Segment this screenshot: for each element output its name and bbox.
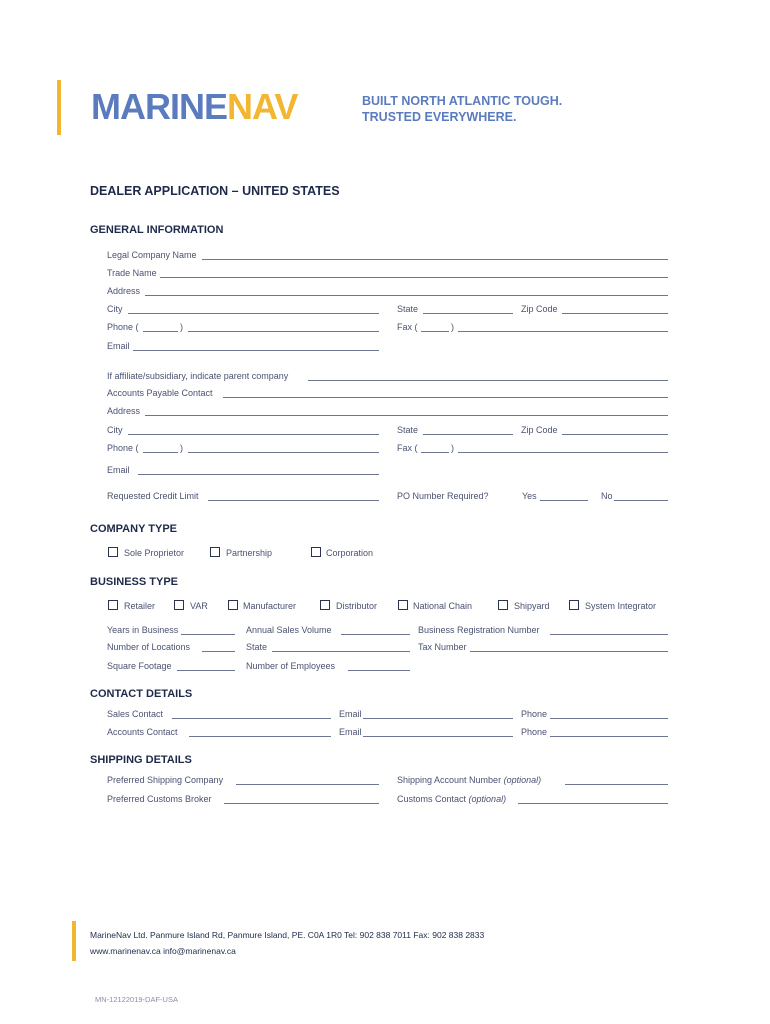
var-checkbox[interactable] — [174, 600, 184, 610]
sales-phone-label: Phone — [521, 709, 548, 719]
legal-company-name-field[interactable] — [202, 259, 668, 260]
footer-web-email: www.marinenav.ca info@marinenav.ca — [90, 946, 236, 956]
footer-accent-bar — [72, 921, 76, 961]
po-yes-label: Yes — [522, 491, 537, 501]
zip2-label: Zip Code — [521, 425, 558, 435]
sole-proprietor-label: Sole Proprietor — [124, 548, 185, 558]
distributor-label: Distributor — [336, 601, 378, 611]
corporation-label: Corporation — [326, 548, 374, 558]
po-no-label: No — [601, 491, 613, 501]
pref-shipping-company-field[interactable] — [236, 784, 379, 785]
phone2-area-code-field[interactable] — [143, 452, 178, 453]
retailer-label: Retailer — [124, 601, 156, 611]
state2-field[interactable] — [423, 434, 513, 435]
business-type-heading: BUSINESS TYPE — [90, 576, 179, 588]
zip-field[interactable] — [562, 313, 668, 314]
address-field[interactable] — [145, 295, 668, 296]
system-integrator-label: System Integrator — [585, 601, 657, 611]
phone2-label: Phone ( — [107, 443, 139, 453]
shipping-account-label — [397, 774, 541, 786]
accounts-contact-field[interactable] — [189, 736, 331, 737]
trade-name-field[interactable] — [160, 277, 668, 278]
registration-number-label: Business Registration Number — [418, 625, 540, 635]
retailer-checkbox[interactable] — [108, 600, 118, 610]
national-chain-label: National Chain — [413, 601, 473, 611]
phone2-number-field[interactable] — [188, 452, 379, 453]
po-required-label: PO Number Required? — [397, 491, 489, 501]
customs-contact-label — [397, 793, 506, 805]
manufacturer-checkbox[interactable] — [228, 600, 238, 610]
annual-sales-label: Annual Sales Volume — [246, 625, 332, 635]
manufacturer-label: Manufacturer — [243, 601, 297, 611]
registration-number-field[interactable] — [550, 634, 668, 635]
partnership-checkbox[interactable] — [210, 547, 220, 557]
var-label: VAR — [190, 601, 208, 611]
city2-label: City — [107, 425, 123, 435]
accounts-phone-label: Phone — [521, 727, 548, 737]
accounts-phone-field[interactable] — [550, 736, 668, 737]
parent-company-field[interactable] — [308, 380, 668, 381]
sole-proprietor-checkbox[interactable] — [108, 547, 118, 557]
pref-shipping-company-label: Preferred Shipping Company — [107, 775, 224, 785]
customs-contact-text: Customs Contact — [397, 794, 467, 804]
legal-company-name-label: Legal Company Name — [107, 250, 197, 260]
phone2-paren-close: ) — [180, 443, 183, 453]
sales-contact-field[interactable] — [172, 718, 331, 719]
state-field[interactable] — [423, 313, 513, 314]
affiliate-label: If affiliate/subsidiary, indicate parent company — [107, 371, 289, 381]
employees-field[interactable] — [348, 670, 410, 671]
shipyard-checkbox[interactable] — [498, 600, 508, 610]
square-footage-field[interactable] — [177, 670, 235, 671]
sales-email-field[interactable] — [363, 718, 513, 719]
years-in-business-label: Years in Business — [107, 625, 179, 635]
city-label: City — [107, 304, 123, 314]
fax-label: Fax ( — [397, 322, 418, 332]
fax-area-code-field[interactable] — [421, 331, 449, 332]
address2-label: Address — [107, 406, 141, 416]
general-info-heading: GENERAL INFORMATION — [90, 224, 224, 236]
contact-details-heading: CONTACT DETAILS — [90, 688, 193, 700]
accounts-email-field[interactable] — [363, 736, 513, 737]
email-label: Email — [107, 341, 130, 351]
business-state-label: State — [246, 642, 268, 652]
fax-number-field[interactable] — [458, 331, 668, 332]
national-chain-checkbox[interactable] — [398, 600, 408, 610]
tagline-line-1: BUILT NORTH ATLANTIC TOUGH. — [362, 94, 563, 108]
shipping-account-optional: (optional) — [503, 775, 542, 785]
pref-customs-broker-field[interactable] — [224, 803, 379, 804]
credit-limit-label: Requested Credit Limit — [107, 491, 199, 501]
address-label: Address — [107, 286, 141, 296]
email-field[interactable] — [133, 350, 379, 351]
employees-label: Number of Employees — [246, 661, 336, 671]
sales-contact-label: Sales Contact — [107, 709, 164, 719]
trade-name-label: Trade Name — [107, 268, 157, 278]
po-no-field[interactable] — [614, 500, 668, 501]
phone-paren-close: ) — [180, 322, 183, 332]
company-type-heading: COMPANY TYPE — [90, 523, 177, 535]
partnership-label: Partnership — [226, 548, 273, 558]
customs-contact-field[interactable] — [518, 803, 668, 804]
fax-paren-close: ) — [451, 322, 454, 332]
sales-phone-field[interactable] — [550, 718, 668, 719]
state2-label: State — [397, 425, 419, 435]
email2-label: Email — [107, 465, 130, 475]
ap-contact-label: Accounts Payable Contact — [107, 388, 213, 398]
system-integrator-checkbox[interactable] — [569, 600, 579, 610]
fax2-area-code-field[interactable] — [421, 452, 449, 453]
square-footage-label: Square Footage — [107, 661, 172, 671]
credit-limit-field[interactable] — [208, 500, 379, 501]
shipping-details-heading: SHIPPING DETAILS — [90, 754, 192, 766]
logo-text-nav: NAV — [227, 86, 298, 127]
fax2-label: Fax ( — [397, 443, 418, 453]
zip-label: Zip Code — [521, 304, 558, 314]
tagline-line-2: TRUSTED EVERYWHERE. — [362, 110, 517, 124]
annual-sales-field[interactable] — [341, 634, 410, 635]
tagline — [362, 93, 562, 125]
sales-email-label: Email — [339, 709, 362, 719]
tax-number-field[interactable] — [470, 651, 668, 652]
po-yes-field[interactable] — [540, 500, 588, 501]
state-label: State — [397, 304, 419, 314]
header-accent-bar — [57, 80, 61, 135]
tax-number-label: Tax Number — [418, 642, 467, 652]
marinenav-logo — [91, 88, 297, 126]
fax2-number-field[interactable] — [458, 452, 668, 453]
form-title: DEALER APPLICATION – UNITED STATES — [90, 184, 340, 198]
shipping-account-text: Shipping Account Number — [397, 775, 502, 785]
logo-text-marine: MARINE — [91, 86, 227, 127]
fax2-paren-close: ) — [451, 443, 454, 453]
email2-field[interactable] — [138, 474, 379, 475]
shipping-account-field[interactable] — [565, 784, 668, 785]
business-state-field[interactable] — [272, 651, 410, 652]
ap-contact-field[interactable] — [223, 397, 668, 398]
accounts-contact-label: Accounts Contact — [107, 727, 178, 737]
locations-field[interactable] — [202, 651, 235, 652]
years-in-business-field[interactable] — [181, 634, 235, 635]
corporation-checkbox[interactable] — [311, 547, 321, 557]
city-field[interactable] — [128, 313, 379, 314]
zip2-field[interactable] — [562, 434, 668, 435]
address2-field[interactable] — [145, 415, 668, 416]
city2-field[interactable] — [128, 434, 379, 435]
document-id: MN-12122019-DAF-USA — [95, 995, 178, 1004]
pref-customs-broker-label: Preferred Customs Broker — [107, 794, 212, 804]
customs-contact-optional: (optional) — [468, 794, 507, 804]
phone-label: Phone ( — [107, 322, 139, 332]
locations-label: Number of Locations — [107, 642, 191, 652]
distributor-checkbox[interactable] — [320, 600, 330, 610]
accounts-email-label: Email — [339, 727, 362, 737]
phone-number-field[interactable] — [188, 331, 379, 332]
shipyard-label: Shipyard — [514, 601, 550, 611]
phone-area-code-field[interactable] — [143, 331, 178, 332]
footer-address: MarineNav Ltd. Panmure Island Rd, Panmure Island, PE. C0A 1R0 Tel: 902 838 7011 Fax: 902 838 2833 — [90, 930, 485, 940]
